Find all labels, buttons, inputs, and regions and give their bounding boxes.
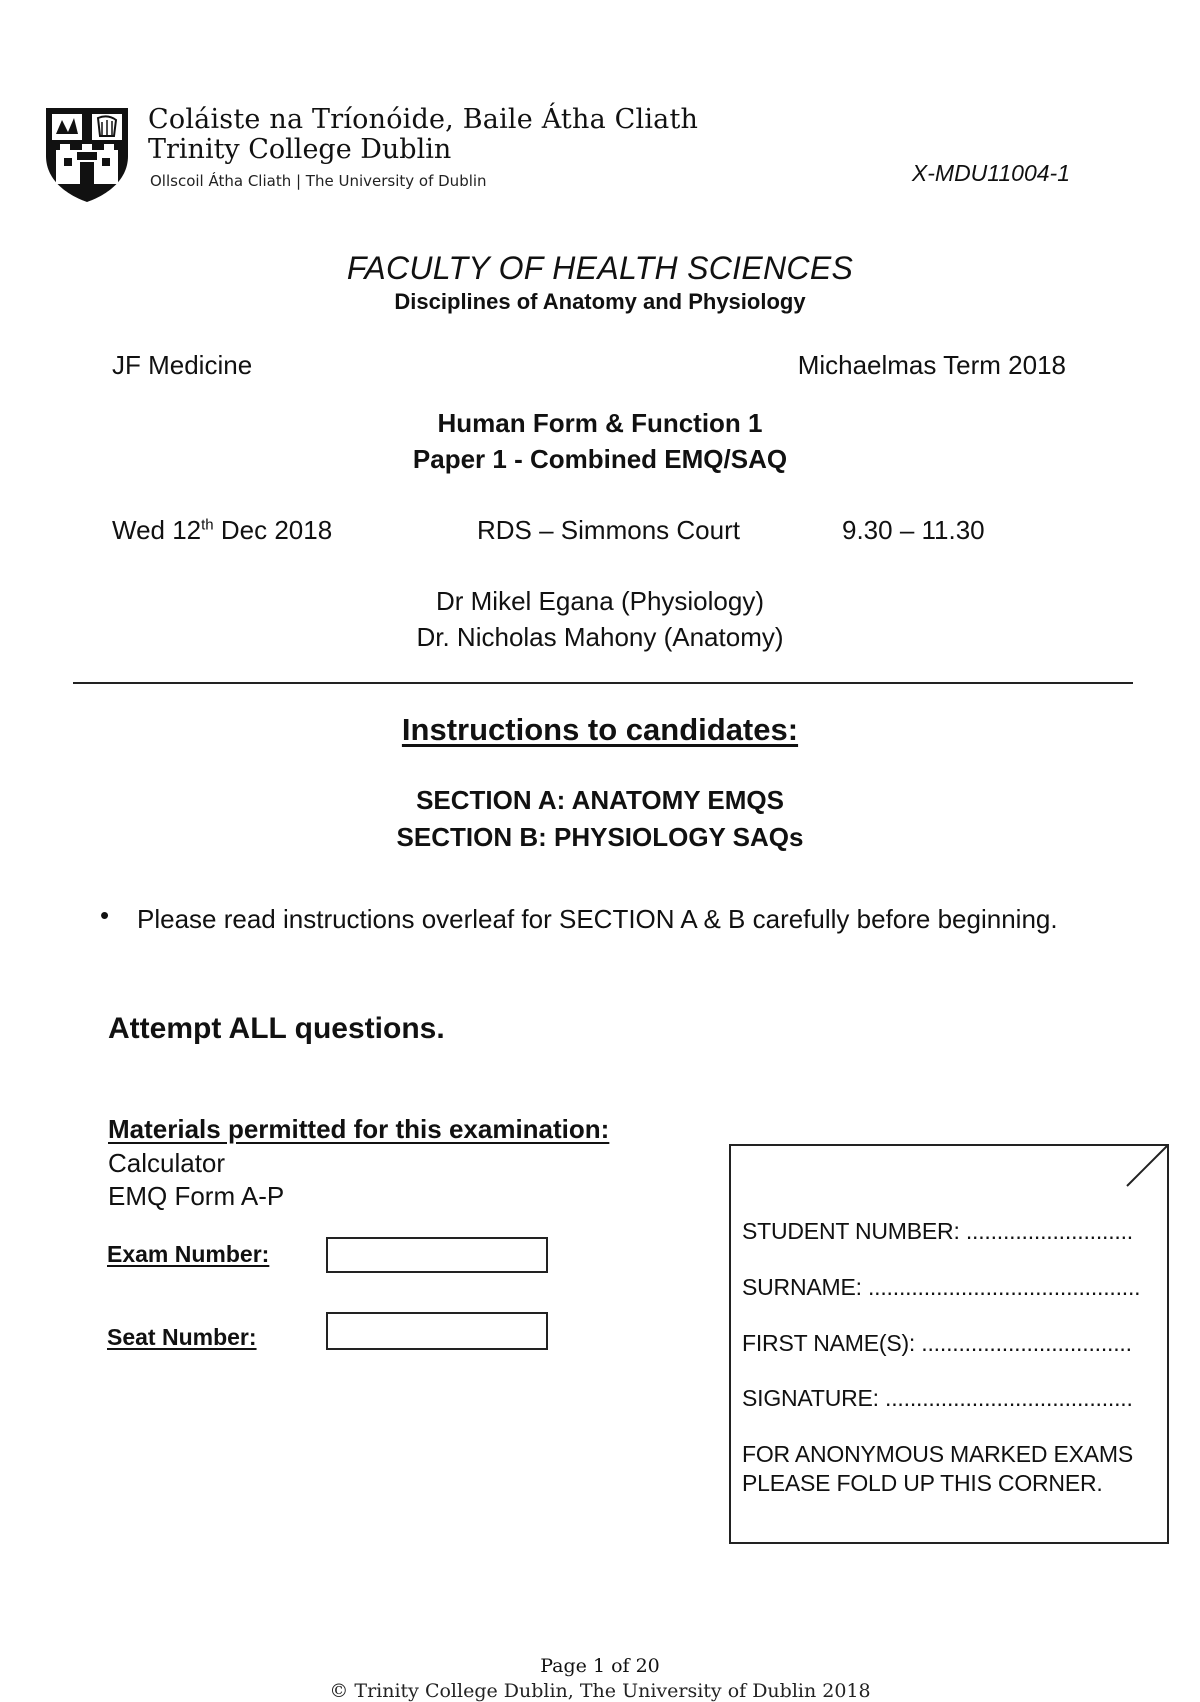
term: Michaelmas Term 2018: [797, 350, 1066, 380]
institution-name-english: Trinity College Dublin: [148, 134, 452, 165]
material-item: EMQ Form A-P: [108, 1181, 285, 1211]
seat-number-field[interactable]: [326, 1312, 548, 1350]
page-number: Page 1 of 20: [540, 1655, 660, 1677]
paper-title: Paper 1 - Combined EMQ/SAQ: [412, 444, 788, 474]
divider: [73, 682, 1133, 684]
material-item: Calculator: [108, 1148, 226, 1178]
exam-date-day: Wed 12: [112, 515, 202, 545]
surname-field[interactable]: SURNAME: ............................................: [742, 1274, 1141, 1300]
instructions-title-text: Instructions to candidates:: [401, 712, 799, 747]
exam-number-label: Exam Number:: [107, 1241, 270, 1267]
exam-venue: RDS – Simmons Court: [477, 515, 740, 545]
module-title: Human Form & Function 1: [437, 408, 763, 438]
signature-field[interactable]: SIGNATURE: ........................................: [742, 1385, 1133, 1411]
section-b-heading: SECTION B: PHYSIOLOGY SAQs: [396, 822, 804, 852]
attempt-all-notice: Attempt ALL questions.: [108, 1012, 445, 1045]
exam-number-field[interactable]: [326, 1237, 548, 1273]
exam-date-rest: Dec 2018: [213, 515, 333, 545]
examiner-physiology: Dr Mikel Egana (Physiology): [435, 586, 764, 616]
fold-note-line1: FOR ANONYMOUS MARKED EXAMS: [742, 1441, 1133, 1467]
programme: JF Medicine: [112, 350, 253, 380]
copyright-notice: © Trinity College Dublin, The University of Dublin 2018: [329, 1680, 871, 1702]
materials-title: Materials permitted for this examination:: [108, 1114, 610, 1144]
fold-note-line2: PLEASE FOLD UP THIS CORNER.: [742, 1470, 1103, 1496]
trinity-crest-logo: [42, 104, 132, 204]
student-number-field[interactable]: STUDENT NUMBER: ...........................: [742, 1218, 1133, 1244]
seat-number-label: Seat Number:: [107, 1324, 257, 1350]
section-a-heading: SECTION A: ANATOMY EMQS: [416, 785, 784, 815]
fold-corner-icon: [1125, 1144, 1169, 1188]
exam-code: X-MDU11004-1: [911, 160, 1070, 186]
bullet-marker: •: [100, 900, 110, 930]
instructions-title: [0, 712, 1200, 748]
exam-date-suffix: th: [201, 516, 214, 534]
institution-name-irish: Coláiste na Tríonóide, Baile Átha Cliath: [148, 104, 699, 135]
examiner-anatomy: Dr. Nicholas Mahony (Anatomy): [416, 622, 784, 652]
institution-subtitle: Ollscoil Átha Cliath | The University of Dublin: [150, 172, 487, 190]
exam-date: [112, 515, 332, 546]
first-names-field[interactable]: FIRST NAME(S): ..................................: [742, 1330, 1132, 1356]
exam-time: 9.30 – 11.30: [842, 515, 985, 545]
disciplines: Disciplines of Anatomy and Physiology: [394, 289, 806, 314]
instruction-bullet: Please read instructions overleaf for SECTION A & B carefully before beginning.: [137, 904, 1058, 934]
faculty-name: FACULTY OF HEALTH SCIENCES: [346, 250, 854, 286]
